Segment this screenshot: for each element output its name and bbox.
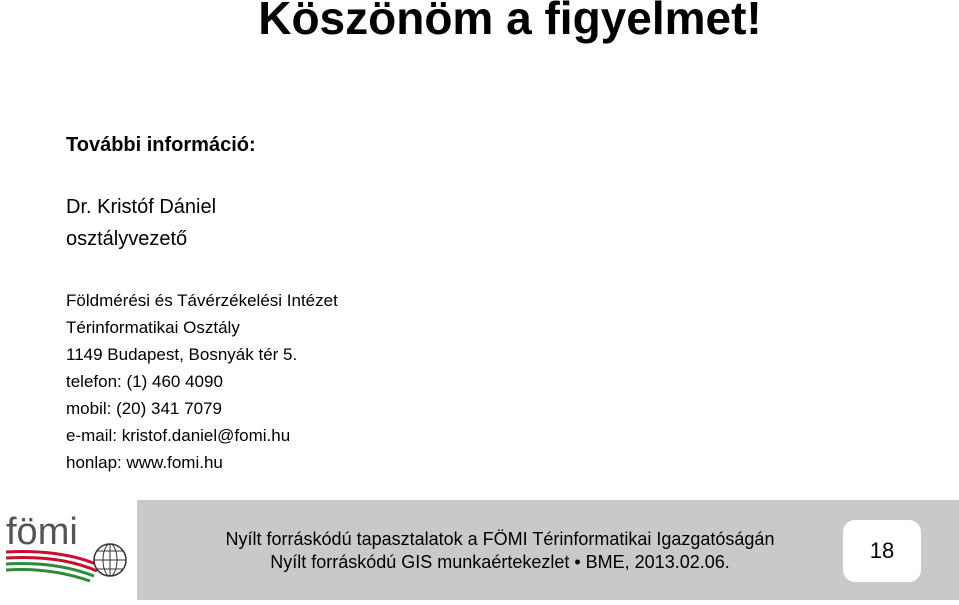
person-name: Dr. Kristóf Dániel: [66, 196, 217, 218]
fomi-logo: [0, 500, 137, 600]
contact-department: Térinformatikai Osztály: [66, 318, 240, 337]
page-number: 18: [843, 520, 921, 582]
contact-phone: telefon: (1) 460 4090: [66, 372, 223, 391]
footer-line-1: Nyílt forráskódú tapasztalatok a FÖMI Térinformatikai Igazgatóságán: [225, 529, 775, 549]
slide-title: Köszönöm a figyelmet!: [258, 0, 762, 44]
contact-website: honlap: www.fomi.hu: [66, 453, 223, 472]
section-heading: További információ:: [66, 134, 256, 156]
contact-institute: Földmérési és Távérzékelési Intézet: [66, 291, 338, 310]
footer: [0, 500, 959, 600]
contact-mobile: mobil: (20) 341 7079: [66, 399, 222, 418]
footer-line-2: Nyílt forráskódú GIS munkaértekezlet • BME, 2013.02.06.: [270, 552, 730, 572]
contact-address: 1149 Budapest, Bosnyák tér 5.: [66, 345, 298, 364]
fomi-logo-wordmark: fömi: [6, 511, 78, 553]
fomi-logo-graphic: [0, 500, 137, 600]
person-role: osztályvezető: [66, 228, 188, 250]
globe-icon: [94, 544, 126, 576]
contact-block: [66, 287, 338, 476]
contact-email: e-mail: kristof.daniel@fomi.hu: [66, 426, 291, 445]
footer-text: [200, 528, 800, 574]
